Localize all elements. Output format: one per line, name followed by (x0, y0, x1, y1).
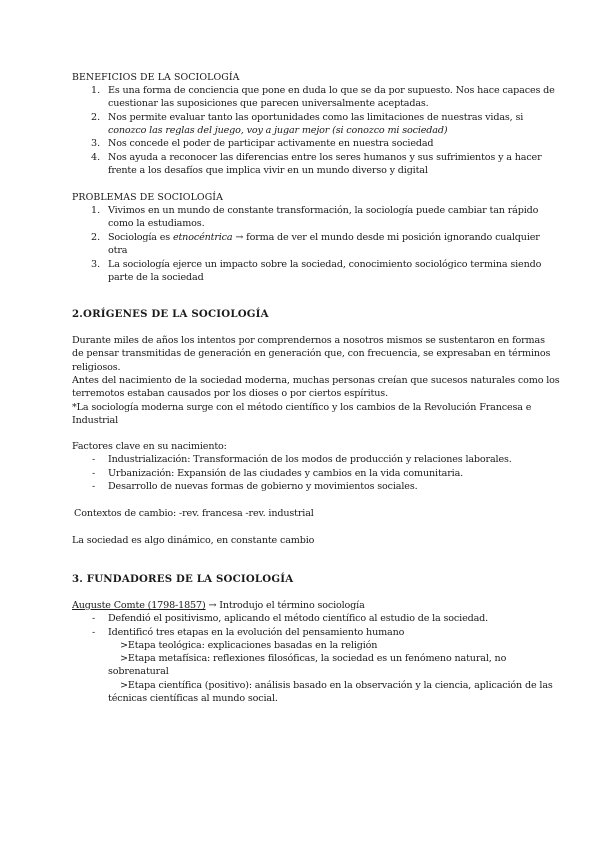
origenes-heading: 2.ORÍGENES DE LA SOCIOLOGÍA (72, 308, 269, 320)
factores-dash-3: - (92, 481, 96, 492)
factores-item-2: Urbanización: Expansión de las ciudades y cambios en la vida comunitaria. (108, 468, 464, 479)
beneficios-num-3: 3. (91, 138, 101, 149)
origenes-paragraph-line-5: terremotos estaban causados por los dioses o por ciertos espíritus. (72, 388, 388, 399)
etapa-metafisica-line-1: >Etapa metafísica: reflexiones filosóficas, la sociedad es un fenómeno natural, no (120, 653, 507, 664)
etapa-metafisica-line-2: sobrenatural (108, 666, 169, 677)
problemas-item-2-line-1 (108, 231, 540, 244)
beneficios-item-1-line-2: cuestionar las suposiciones que parecen universalmente aceptadas. (108, 98, 429, 109)
factores-item-3: Desarrollo de nuevas formas de gobierno y movimientos sociales. (108, 481, 418, 492)
problemas-num-1: 1. (91, 205, 101, 216)
factores-dash-1: - (92, 454, 96, 465)
comte-name: Auguste Comte (1798-1857) (72, 600, 206, 611)
contextos-line: Contextos de cambio: -rev. francesa -rev. industrial (74, 508, 314, 519)
comte-rest: → Introdujo el término sociología (205, 600, 365, 611)
problemas-heading: PROBLEMAS DE SOCIOLOGÍA (72, 192, 223, 203)
problemas-item-2-line-2: otra (108, 245, 128, 256)
origenes-paragraph-line-2: de pensar transmitidas de generación en generación que, con frecuencia, se expresaban en términos (72, 348, 551, 359)
beneficios-item-2-line-1: Nos permite evaluar tanto las oportunidades como las limitaciones de nuestras vidas, si (108, 112, 524, 123)
problemas-item-2-text-a: Sociología es (108, 232, 173, 243)
factores-dash-2: - (92, 468, 96, 479)
problemas-item-1-line-2: como la estudiamos. (108, 218, 205, 229)
problemas-item-1-line-1: Vivimos en un mundo de constante transformación, la sociología puede cambiar tan rápido (108, 205, 539, 216)
fundadores-heading: 3. FUNDADORES DE LA SOCIOLOGÍA (72, 573, 294, 585)
origenes-paragraph-line-3: religiosos. (72, 362, 121, 373)
beneficios-num-1: 1. (91, 85, 101, 96)
beneficios-num-2: 2. (91, 112, 101, 123)
origenes-paragraph-line-6: *La sociología moderna surge con el método científico y los cambios de la Revolución Francesa e (72, 402, 532, 413)
problemas-num-3: 3. (91, 259, 101, 270)
fundadores-dash-1: - (92, 613, 96, 624)
dinamico-line: La sociedad es algo dinámico, en constante cambio (72, 535, 315, 546)
problemas-item-3-line-2: parte de la sociedad (108, 272, 204, 283)
fundadores-dash-2: - (92, 627, 96, 638)
origenes-paragraph-line-1: Durante miles de años los intentos por comprendernos a nosotros mismos se sustentaron en formas (72, 335, 545, 346)
etapa-teologica: >Etapa teológica: explicaciones basadas en la religión (120, 640, 378, 651)
beneficios-item-1-line-1: Es una forma de conciencia que pone en duda lo que se da por supuesto. Nos hace capaces de (108, 85, 555, 96)
etapa-cientifica-line-1: >Etapa científica (positivo): análisis basado en la observación y la ciencia, aplicación de las (120, 680, 553, 691)
problemas-item-2-italic: etnocéntrica (172, 232, 233, 243)
comte-line (72, 599, 365, 612)
origenes-paragraph-line-7: Industrial (72, 415, 119, 426)
problemas-item-3-line-1: La sociología ejerce un impacto sobre la sociedad, conocimiento sociológico termina siendo (108, 259, 542, 270)
etapa-cientifica-line-2: técnicas científicas al mundo social. (108, 693, 278, 704)
origenes-paragraph-line-4: Antes del nacimiento de la sociedad moderna, muchas personas creían que sucesos naturales como los (72, 375, 560, 386)
factores-item-1: Industrialización: Transformación de los modos de producción y relaciones laborales. (108, 454, 512, 465)
fundadores-item-1: Defendió el positivismo, aplicando el método científico al estudio de la sociedad. (108, 613, 489, 624)
factores-title: Factores clave en su nacimiento: (72, 441, 227, 452)
problemas-num-2: 2. (91, 232, 101, 243)
fundadores-item-2: Identificó tres etapas en la evolución del pensamiento humano (108, 627, 405, 638)
beneficios-item-4-line-2: frente a los desafíos que implica vivir en un mundo diverso y digital (108, 165, 428, 176)
beneficios-item-2-italic: conozco las reglas del juego, voy a jugar mejor (si conozco mi sociedad) (108, 125, 448, 136)
problemas-item-2-text-c: → forma de ver el mundo desde mi posición ignorando cualquier (232, 232, 540, 243)
beneficios-num-4: 4. (91, 152, 101, 163)
beneficios-item-4-line-1: Nos ayuda a reconocer las diferencias entre los seres humanos y sus sufrimientos y a hacer (108, 152, 542, 163)
beneficios-item-2-line-2 (108, 124, 447, 137)
beneficios-heading: BENEFICIOS DE LA SOCIOLOGÍA (72, 72, 240, 83)
beneficios-item-3-line-1: Nos concede el poder de participar activamente en nuestra sociedad (108, 138, 434, 149)
